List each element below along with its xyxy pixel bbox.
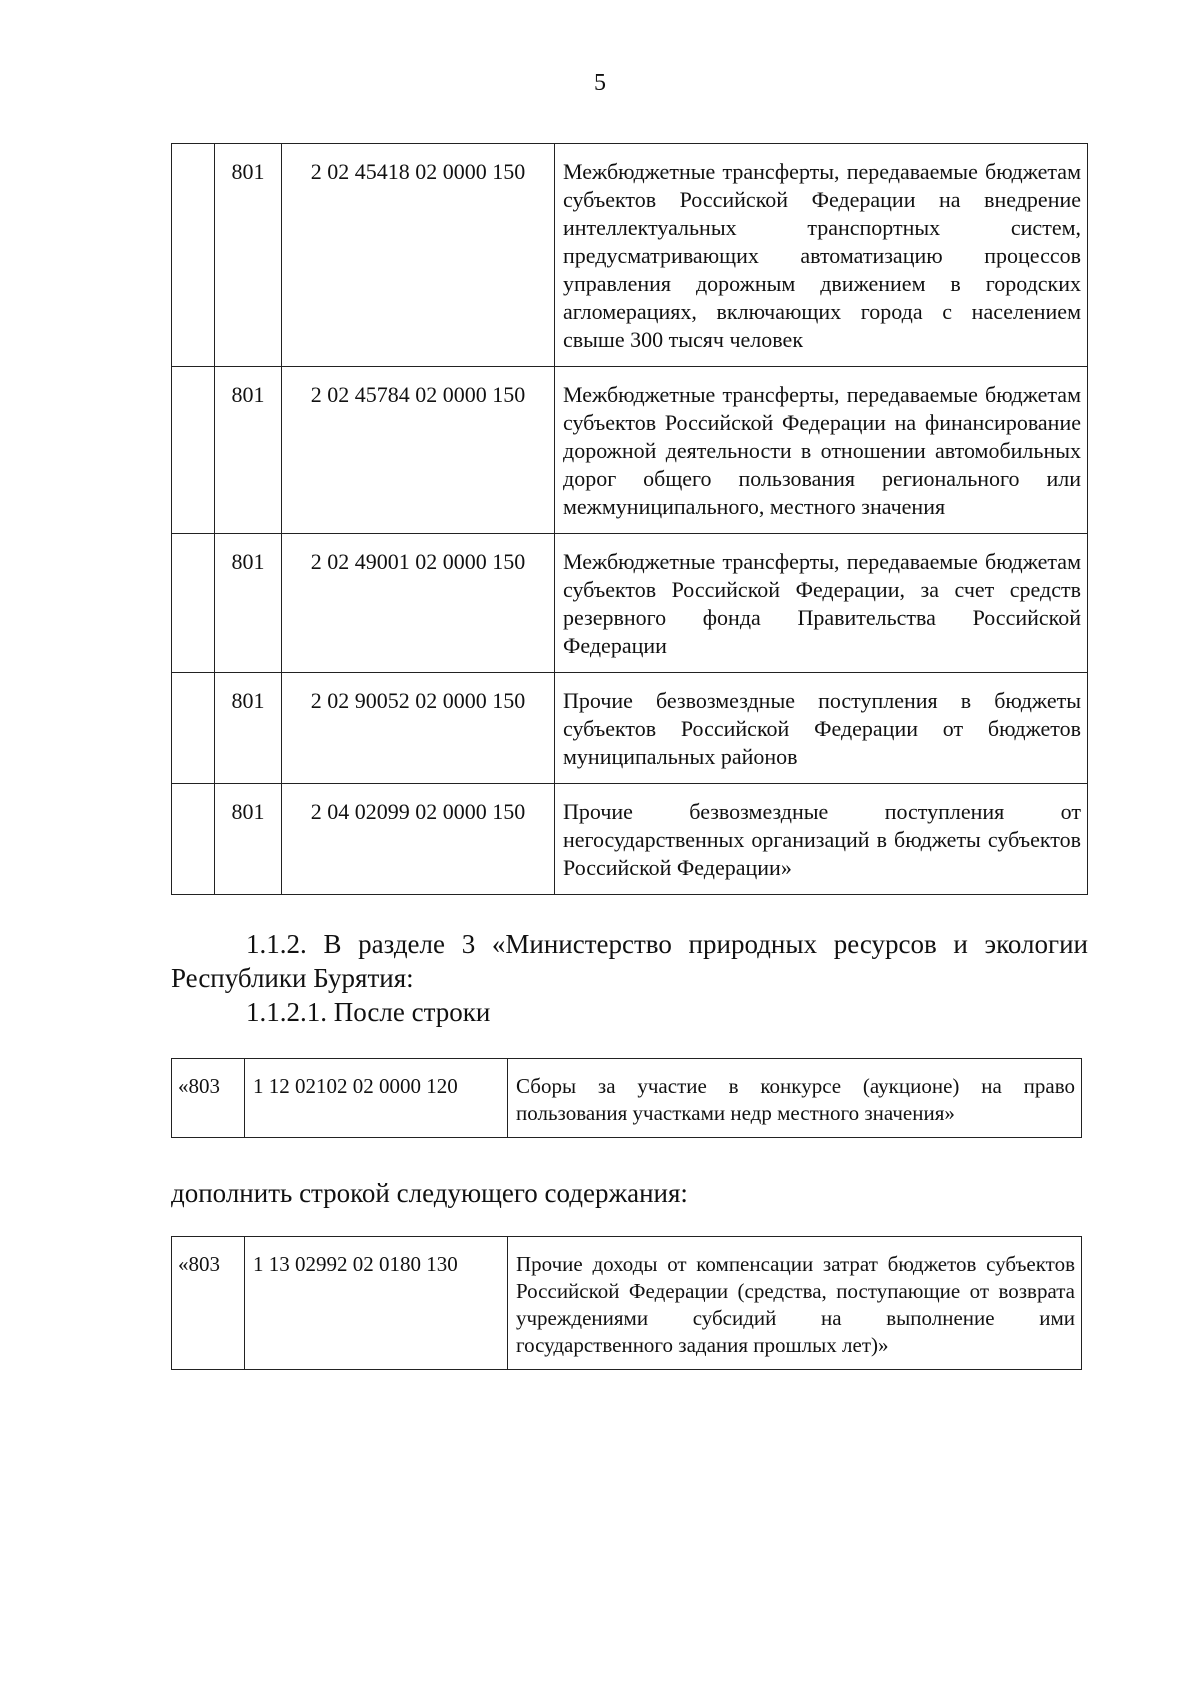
empty-cell <box>172 784 215 895</box>
description-cell: Межбюджетные трансферты, передаваемые бюджетам субъектов Российской Федерации, за счет средств резервного фонда Правительства Российской Федерации <box>555 534 1088 673</box>
budget-code-cell: 2 02 49001 02 0000 150 <box>282 534 555 673</box>
table-row <box>172 367 1088 534</box>
empty-cell <box>172 534 215 673</box>
budget-code-cell: 2 02 45418 02 0000 150 <box>282 144 555 367</box>
admin-code-cell: 801 <box>215 144 282 367</box>
admin-code-cell: 801 <box>215 784 282 895</box>
empty-cell <box>172 673 215 784</box>
description-cell: Межбюджетные трансферты, передаваемые бюджетам субъектов Российской Федерации на внедрение интеллектуальных транспортных систем, предусматривающих автоматизацию процессов управления дорожным движением в городских агломерациях, включающих города с населением свыше 300 тысяч человек <box>555 144 1088 367</box>
description-cell: Прочие доходы от компенсации затрат бюджетов субъектов Российской Федерации (средства, поступающие от возврата учреждениями субсидий на выполнение ими государственного задания прошлых лет)» <box>508 1237 1082 1370</box>
table-row <box>172 144 1088 367</box>
admin-code-cell: 801 <box>215 673 282 784</box>
admin-code-cell: «803 <box>172 1237 245 1370</box>
empty-cell <box>172 144 215 367</box>
budget-code-cell: 1 12 02102 02 0000 120 <box>245 1059 508 1138</box>
table-row <box>172 784 1088 895</box>
admin-code-cell: 801 <box>215 534 282 673</box>
budget-code-cell: 2 02 90052 02 0000 150 <box>282 673 555 784</box>
page-number: 5 <box>594 70 606 96</box>
budget-code-cell: 1 13 02992 02 0180 130 <box>245 1237 508 1370</box>
existing-row-table <box>171 1058 1082 1138</box>
section-paragraph: 1.1.2. В разделе 3 «Министерство природных ресурсов и экологии Республики Бурятия: <box>171 929 1088 993</box>
table-row <box>172 673 1088 784</box>
instruction-paragraph: дополнить строкой следующего содержания: <box>171 1178 688 1208</box>
admin-code-cell: «803 <box>172 1059 245 1138</box>
budget-code-cell: 2 04 02099 02 0000 150 <box>282 784 555 895</box>
table-row <box>172 534 1088 673</box>
revenue-codes-table <box>171 143 1088 895</box>
table-row <box>172 1059 1082 1138</box>
inserted-row-table <box>171 1236 1082 1370</box>
budget-code-cell: 2 02 45784 02 0000 150 <box>282 367 555 534</box>
description-cell: Сборы за участие в конкурсе (аукционе) на право пользования участками недр местного значения» <box>508 1059 1082 1138</box>
description-cell: Прочие безвозмездные поступления в бюджеты субъектов Российской Федерации от бюджетов муниципальных районов <box>555 673 1088 784</box>
empty-cell <box>172 367 215 534</box>
table-row <box>172 1237 1082 1370</box>
subsection-paragraph: 1.1.2.1. После строки <box>246 997 491 1027</box>
admin-code-cell: 801 <box>215 367 282 534</box>
description-cell: Прочие безвозмездные поступления от негосударственных организаций в бюджеты субъектов Российской Федерации» <box>555 784 1088 895</box>
description-cell: Межбюджетные трансферты, передаваемые бюджетам субъектов Российской Федерации на финансирование дорожной деятельности в отношении автомобильных дорог общего пользования регионального или межмуниципального, местного значения <box>555 367 1088 534</box>
